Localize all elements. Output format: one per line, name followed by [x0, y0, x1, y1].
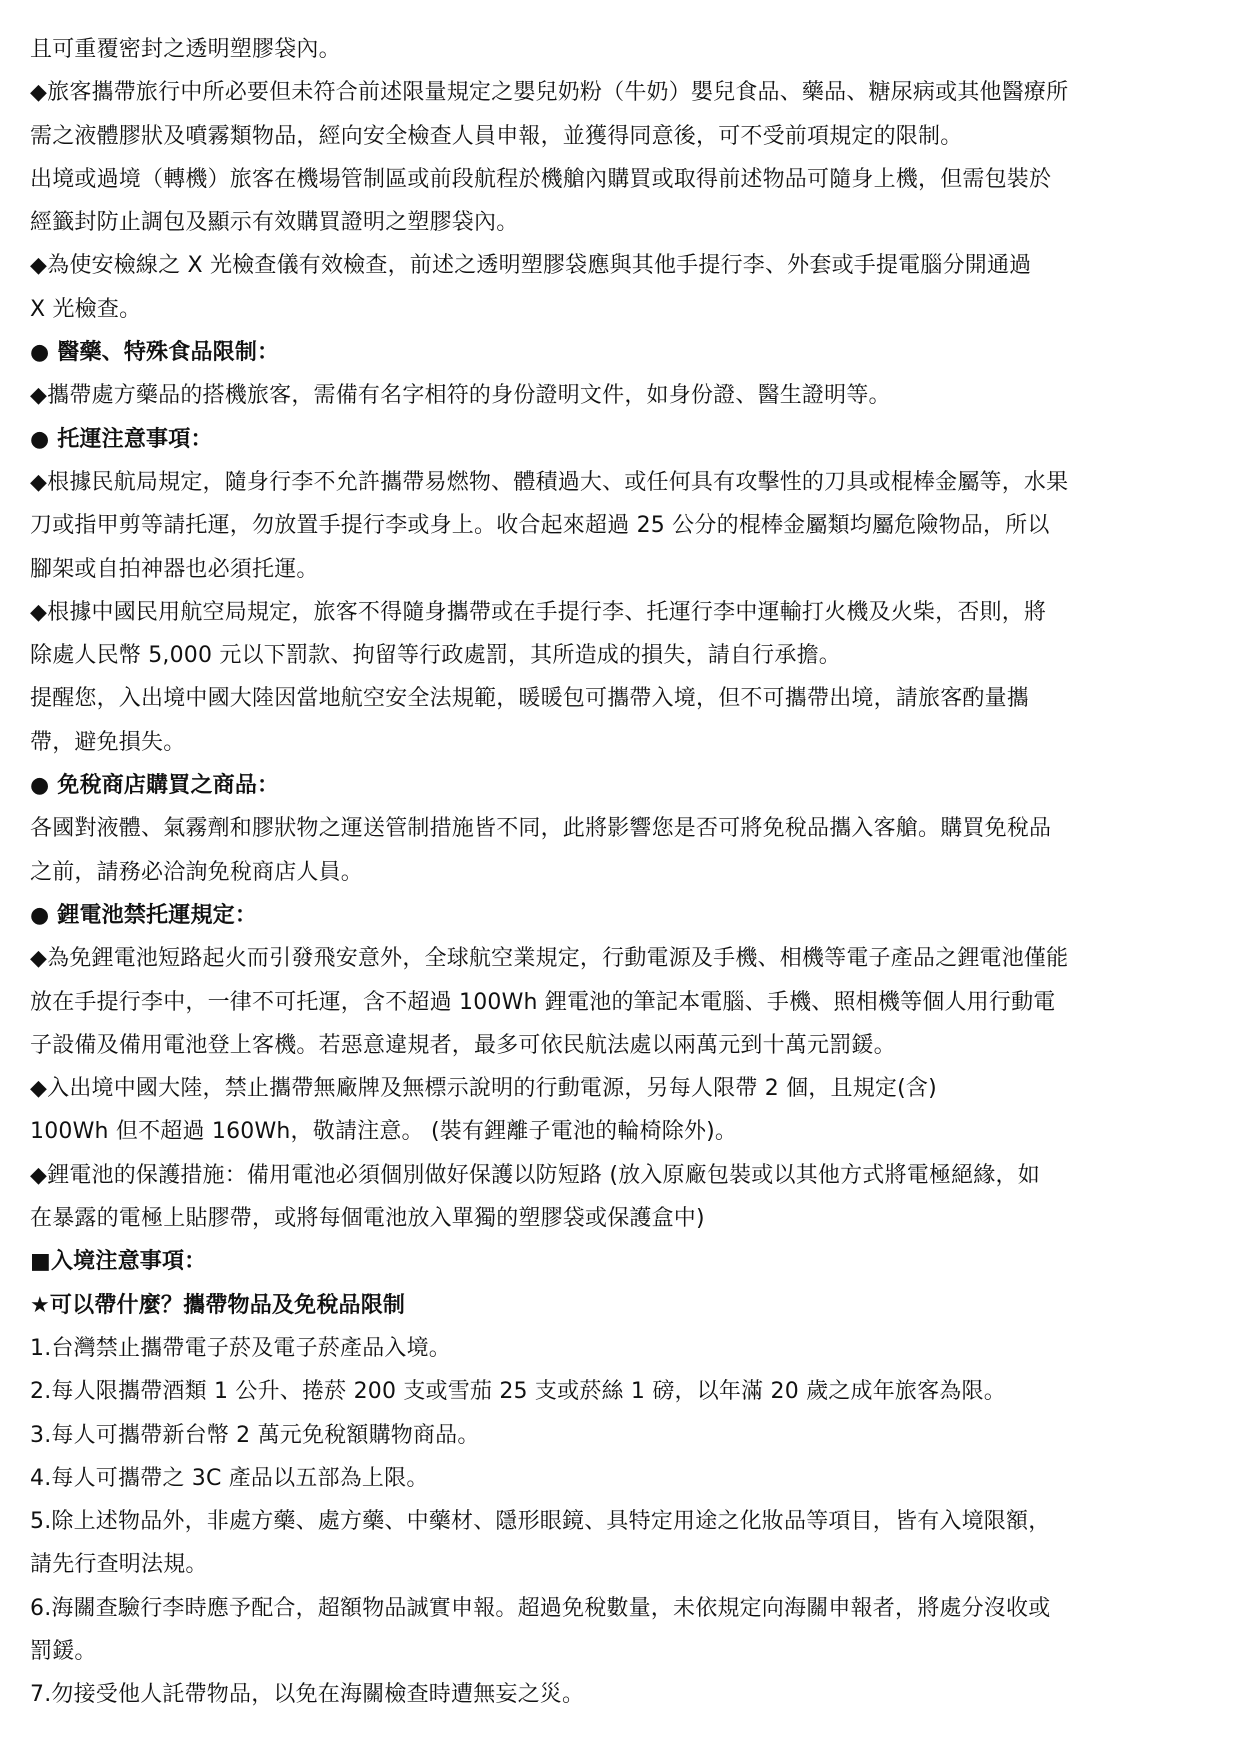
text-line: ◆根據中國民用航空局規定，旅客不得隨身攜帶或在手提行李、托運行李中運輸打火機及火柴，否則，將: [30, 599, 1047, 625]
text-line: X 光檢查。: [30, 296, 142, 322]
text-line: ◆為免鋰電池短路起火而引發飛安意外，全球航空業規定，行動電源及手機、相機等電子產品之鋰電池僅能: [30, 946, 1069, 972]
section-heading: ● 托運注意事項：: [30, 426, 213, 452]
section-heading: ★可以帶什麼？攜帶物品及免稅品限制: [30, 1292, 406, 1318]
text-line: 請先行查明法規。: [30, 1552, 208, 1578]
text-line: 除處人民幣 5,000 元以下罰款、拘留等行政處罰，其所造成的損失，請自行承擔。: [30, 643, 841, 669]
text-line: 在暴露的電極上貼膠帶，或將每個電池放入單獨的塑膠袋或保護盒中): [30, 1206, 705, 1232]
text-line: ◆鋰電池的保護措施：備用電池必須個別做好保護以防短路 (放入原廠包裝或以其他方式將電極絕緣，如: [30, 1162, 1040, 1188]
document-page: [30, 28, 1200, 1717]
text-line: 4.每人可攜帶之 3C 產品以五部為上限。: [30, 1465, 429, 1491]
text-line: 3.每人可攜帶新台幣 2 萬元免稅額購物商品。: [30, 1422, 480, 1448]
section-heading: ■入境注意事項：: [30, 1249, 207, 1275]
text-line: 子設備及備用電池登上客機。若惡意違規者，最多可依民航法處以兩萬元到十萬元罰鍰。: [30, 1032, 896, 1058]
text-line: 帶，避免損失。: [30, 729, 186, 755]
text-line: 腳架或自拍神器也必須托運。: [30, 556, 319, 582]
text-line: ◆根據民航局規定，隨身行李不允許攜帶易燃物、體積過大、或任何具有攻擊性的刀具或棍棒金屬等，水果: [30, 469, 1069, 495]
text-line: 需之液體膠狀及噴霧類物品，經向安全檢查人員申報，並獲得同意後，可不受前項規定的限制。: [30, 123, 963, 149]
text-line: ◆為使安檢線之 X 光檢查儀有效檢查，前述之透明塑膠袋應與其他手提行李、外套或手提電腦分開通過: [30, 253, 1032, 279]
text-line: 出境或過境（轉機）旅客在機場管制區或前段航程於機艙內購買或取得前述物品可隨身上機，但需包裝於: [30, 166, 1052, 192]
section-heading: ● 醫藥、特殊食品限制：: [30, 340, 280, 366]
text-line: 1.台灣禁止攜帶電子菸及電子菸產品入境。: [30, 1335, 451, 1361]
section-heading: ● 鋰電池禁托運規定：: [30, 902, 258, 928]
text-line: 且可重覆密封之透明塑膠袋內。: [30, 37, 341, 62]
text-line: 放在手提行李中，一律不可托運，含不超過 100Wh 鋰電池的筆記本電腦、手機、照相機等個人用行動電: [30, 989, 1056, 1015]
text-line: ◆入出境中國大陸，禁止攜帶無廠牌及無標示說明的行動電源，另每人限帶 2 個，且規定(含): [30, 1076, 937, 1102]
text-line: ◆攜帶處方藥品的搭機旅客，需備有名字相符的身份證明文件，如身份證、醫生證明等。: [30, 383, 891, 409]
text-line: 7.勿接受他人託帶物品，以免在海關檢查時遭無妄之災。: [30, 1682, 585, 1708]
text-line: 提醒您，入出境中國大陸因當地航空安全法規範，暖暖包可攜帶入境，但不可攜帶出境，請旅客酌量攜: [30, 686, 1030, 712]
text-line: 刀或指甲剪等請托運，勿放置手提行李或身上。收合起來超過 25 公分的棍棒金屬類均屬危險物品，所以: [30, 513, 1050, 539]
section-heading: ● 免稅商店購買之商品：: [30, 773, 280, 799]
text-line: 100Wh 但不超過 160Wh，敬請注意。 (裝有鋰離子電池的輪椅除外)。: [30, 1119, 738, 1145]
text-line: ◆旅客攜帶旅行中所必要但未符合前述限量規定之嬰兒奶粉（牛奶）嬰兒食品、藥品、糖尿病或其他醫療所: [30, 80, 1069, 106]
text-line: 5.除上述物品外，非處方藥、處方藥、中藥材、隱形眼鏡、具特定用途之化妝品等項目，皆有入境限額，: [30, 1509, 1051, 1535]
text-line: 2.每人限攜帶酒類 1 公升、捲菸 200 支或雪茄 25 支或菸絲 1 磅，以年滿 20 歲之成年旅客為限。: [30, 1379, 1006, 1405]
text-line: 之前，請務必洽詢免稅商店人員。: [30, 859, 364, 885]
text-line: 經籤封防止調包及顯示有效購買證明之塑膠袋內。: [30, 210, 519, 236]
text-line: 各國對液體、氣霧劑和膠狀物之運送管制措施皆不同，此將影響您是否可將免稅品攜入客艙。購買免稅品: [30, 816, 1052, 842]
text-line: 罰鍰。: [30, 1638, 97, 1664]
text-line: 6.海關查驗行李時應予配合，超額物品誠實申報。超過免稅數量，未依規定向海關申報者，將處分沒收或: [30, 1595, 1051, 1621]
